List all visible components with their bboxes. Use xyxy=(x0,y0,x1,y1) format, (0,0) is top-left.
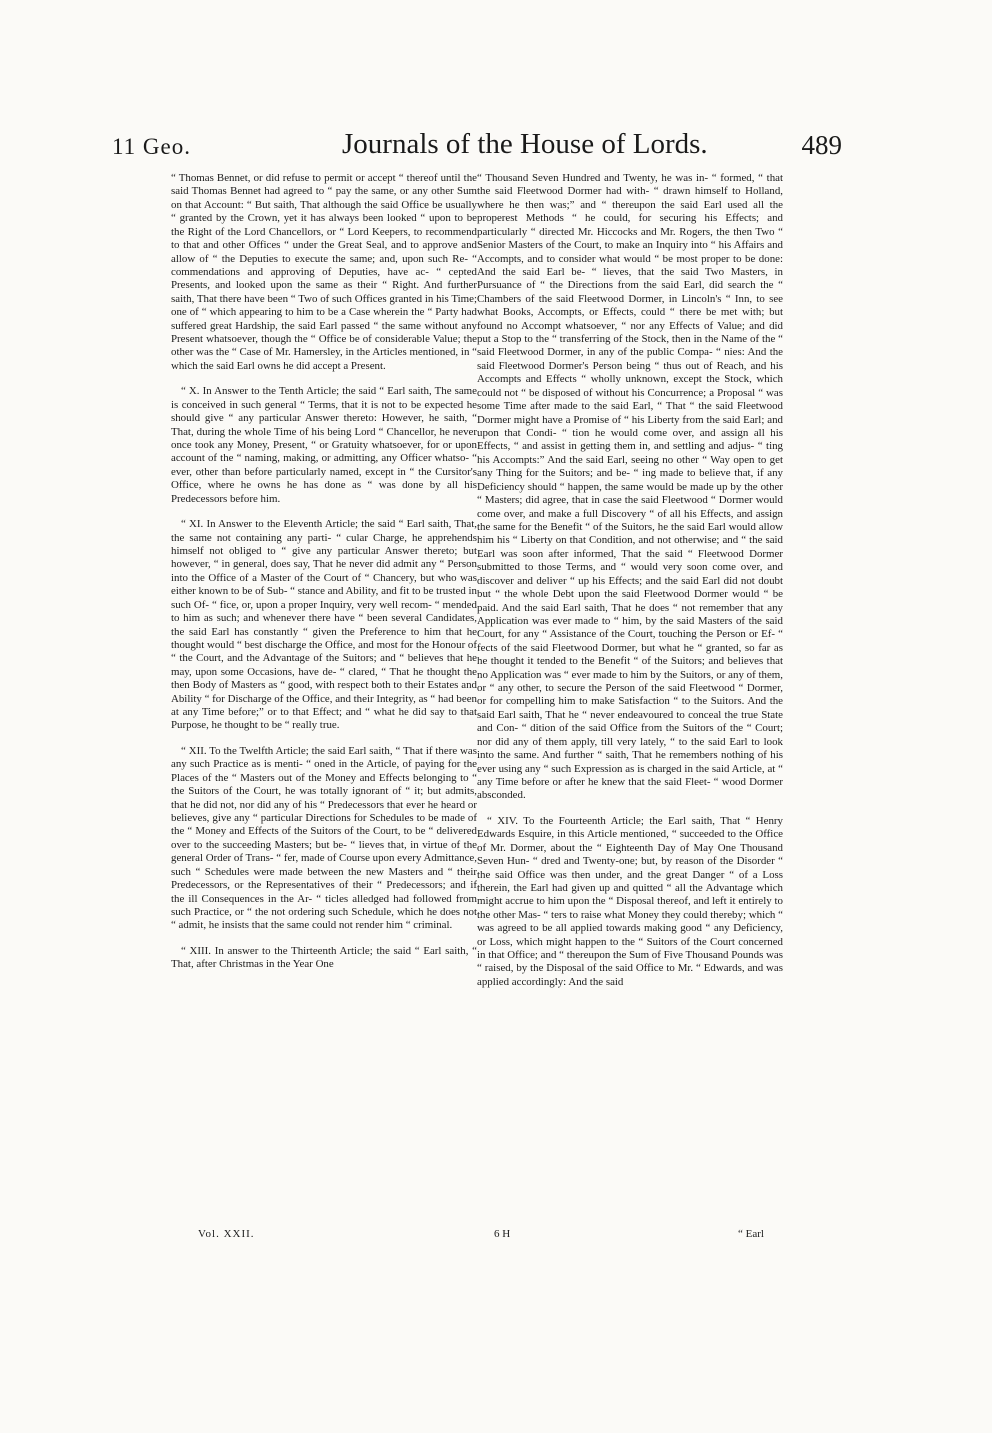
paragraph-ix-continued: “ Thomas Bennet, or did refuse to permit or accept “ thereof until the said Thomas Bennet had agreed to “ pay the same, or any other Sum on that Account: “ But saith, That although the said Office be usually “ granted by the Crown, yet it has always been looked “ upon to be the Right of the Lord Chancellors, or “ Lord Keepers, to recommend to that and other Offices “ under the Great Seal, and to approve and allow of “ the Deputies to execute the same; and, upon such Re- “ commendations and approving of Deputies, have ac- “ cepted Presents, and looked upon the same as their “ Right. And further saith, That there have been “ Two of such Offices granted in his Time; one of “ which appearing to him to be a Case wherein the “ Party had suffered great Hardship, the said Earl passed “ the same without any Present whatsoever, though the “ Office be of considerable Value; the other was the “ Case of Mr. Hamersley, in the Articles mentioned, in “ which the said Earl owns he did accept a Present. xyxy=(171,172,477,372)
left-column xyxy=(171,172,477,984)
paragraph-article-xiii: “ XIII. In answer to the Thirteenth Article; the said “ Earl saith, “ That, after Christmas in the Year One xyxy=(171,944,477,971)
signature-mark: 6 H xyxy=(494,1228,511,1240)
right-column xyxy=(477,172,783,1001)
page-number: 489 xyxy=(801,130,842,160)
paragraph-article-xii: “ XII. To the Twelfth Article; the said Earl saith, “ That if there was any such Practice as is menti- “ oned in the Article, of paying for the Places of the “ Masters out of the Money and Effects belonging to “ the Suitors of the Court, he was totally ignorant of “ it; but admits, that he did not, nor did any of his “ Predecessors that ever he heard or believes, give any “ particular Directions for Schedules to be made of the “ Money and Effects of the Suitors of the Court, to be “ delivered over to the succeeding Masters; but be- “ lieves that, in virtue of the general Order of Trans- “ fer, made of Course upon every Admittance, such “ Schedules were made between the new Masters and “ their Predecessors, or the Representatives of their “ Predecessors; and if the ill Consequences in the Ar- “ ticles alledged had followed from such Practice, or “ the not ordering such Schedule, which he does not “ admit, he insists that the same could not render him “ criminal. xyxy=(171,744,477,932)
running-header xyxy=(112,128,842,168)
catchword: “ Earl xyxy=(738,1228,764,1240)
paragraph-article-xi: “ XI. In Answer to the Eleventh Article; the said “ Earl saith, That, the same not containing any parti- “ cular Charge, he apprehends himself not obliged to “ give any particular Answer thereto; but however, “ in general, does say, That he never did admit any “ Person into the Office of a Master of the Court of “ Chancery, but who was either known to be of Sub- “ stance and Ability, and fit to be trusted in such Of- “ fice, or, upon a proper Inquiry, very well recom- “ mended to him as such; and whenever there have “ been several Candidates, the said Earl has constantly “ given the Preference to him that he thought would “ best discharge the Office, and most for the Honour of “ the Court, and the Advantage of the Suitors; and “ believes that he may, upon some Occasions, have de- “ clared, “ That he thought the then Body of Masters as “ good, with respect both to their Estates and Ability “ for Discharge of the Office, and their Integrity, as “ had been at any Time before;” or to that Effect; and “ what he did say to that Purpose, he thought to be “ really true. xyxy=(171,518,477,732)
paragraph-article-x: “ X. In Answer to the Tenth Article; the said “ Earl saith, The same is conceived in such general “ Terms, that it is not to be expected he should give “ any particular Answer thereto: However, he saith, “ That, during the whole Time of his being Lord “ Chancellor, he never once took any Money, Present, “ or Gratuity whatsoever, for or upon account of the “ naming, making, or admitting, any Officer whatso- “ ever, other than before particularly named, except in “ the Cursitor's Office, where he owns he has done as “ was done by all his Predecessors before him. xyxy=(171,385,477,505)
volume-label: Vol. XXII. xyxy=(198,1228,255,1240)
paragraph-xiii-continued: “ Thousand Seven Hundred and Twenty, he was in- “ formed, “ that the said Fleetwood Dormer had with- “ drawn himself to Holland, where he then was;” and “ thereupon the said Earl used all the properest Methods “ he could, for securing his Effects; and particularly “ directed Mr. Hiccocks and Mr. Rogers, the then Two “ Senior Masters of the Court, to make an Inquiry into “ his Affairs and Accompts, and to consider what would “ be most proper to be done: And the said Earl be- “ lieves, that the said Two Masters, in Pursuance of “ the Directions from the said Earl, did search the “ Chambers of the said Fleetwood Dormer, in Lincoln's “ Inn, to see what Books, Accompts, or Effects, could “ there be met with; but found no Accompt whatsoever, “ nor any Effects of Value; and did put a Stop to the “ transferring of the Stock, then in the Name of the “ said Fleetwood Dormer, in any of the public Compa- “ nies: And the said Fleetwood Dormer's Person being “ thus out of Reach, and his Accompts and Effects “ wholly unknown, except the Stock, which could not “ be disposed of without his Concurrence; a Proposal “ was some Time after made to the said Earl, “ That “ the said Fleetwood Dormer might have a Promise of “ his Liberty from the said Earl; and upon that Condi- “ tion he would come over, and assign all his Effects, “ and assist in getting them in, and settling and adjus- “ ting his Accompts:” And the said Earl, seeing no other “ Way open to get any Thing for the Suitors; and be- “ ing made to believe that, if any Deficiency should “ happen, the same would be made up by the other “ Masters; did agree, that in case the said Fleetwood “ Dormer would come over, and make a full Discovery “ of all his Effects, and assign the same for the Benefit “ of the Suitors, he the said Earl would allow him his “ Liberty on that Condition, and not otherwise; and “ the said Earl was soon after informed, That the said “ Fleetwood Dormer submitted to those Terms, and “ would very soon come over, and discover and deliver “ up his Effects; and the said Earl did not doubt but “ the whole Debt upon the said Fleetwood Dormer would “ be paid. And the said Earl saith, That he does “ not remember that any Application was ever made to “ him, by the said Masters of the said Court, for any “ Assistance of the Court, touching the Person or Ef- “ fects of the said Fleetwood Dormer, but what he “ granted, so far as he thought it tended to the Benefit “ of the Suitors; and believes that no Application was “ ever made to him by the Suitors, or any of them, or “ any other, to secure the Person of the said Fleetwood “ Dormer, or for compelling him to make Satisfaction “ to the Suitors. And the said Earl saith, That he “ never endeavoured to conceal the true State and Con- “ dition of the said Office from the Suitors of the “ Court; nor did any of them apply, till very lately, “ to the said Earl to look into the same. And further “ saith, That he remembers nothing of his ever using any “ such Expression as is charged in the said Article, at “ any Time before or after he knew that the said Fleet- “ wood Dormer absconded. xyxy=(477,172,783,802)
regnal-year: 11 Geo. xyxy=(112,134,191,159)
paragraph-article-xiv: “ XIV. To the Fourteenth Article; the Earl saith, That “ Henry Edwards Esquire, in this Article mentioned, “ succeeded to the Office of Mr. Dormer, about the “ Eighteenth Day of May One Thousand Seven Hun- “ dred and Twenty-one; but, by reason of the Disorder “ the said Office was then under, and the great Danger “ of a Loss therein, the Earl had given up and quitted “ all the Advantage which might accrue to him upon the “ Disposal thereof, and left it entirely to the other Mas- “ ters to raise what Money they could thereby; which “ was agreed to be all applied towards making good “ any Deficiency, or Loss, which might happen to the “ Suitors of the Court concerned in that Office; and “ thereupon the Sum of Five Thousand Pounds was “ raised, by the Disposal of the said Office to Mr. “ Edwards, and was applied accordingly: And the said xyxy=(477,814,783,988)
journal-title: Journals of the House of Lords. xyxy=(342,128,708,160)
